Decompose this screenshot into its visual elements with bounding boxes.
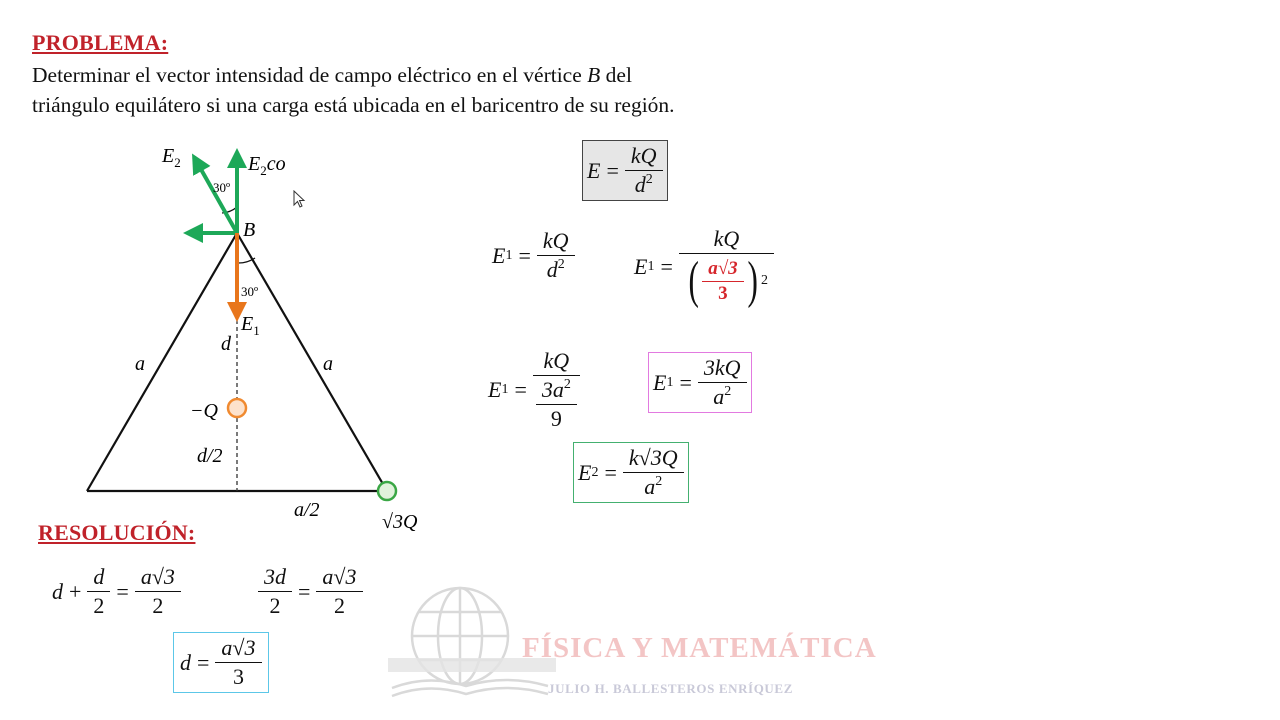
statement-vertex-var: B [587, 63, 601, 87]
statement-line1-pre: Determinar el vector intensidad de campo eléctrico en el vértice [32, 63, 588, 87]
negative-charge [228, 399, 246, 417]
label-e2cos: $E_2co$ [248, 153, 286, 178]
statement-line1-post: del [600, 63, 632, 87]
label-angle-bottom: 30º [241, 284, 259, 299]
watermark-author: JULIO H. BALLESTEROS ENRÍQUEZ [548, 681, 793, 696]
statement-line2: triángulo equilátero si una carga está ubicada en el baricentro de su región. [32, 93, 675, 117]
label-a-half: a/2 [294, 499, 320, 521]
label-d-half: d/2 [197, 445, 223, 467]
label-side-a-right: a [323, 353, 333, 375]
resolution-eq3-boxed: d = $\frac{a√3}{3}$ [173, 632, 269, 693]
watermark-title: FÍSICA Y MATEMÁTICA [522, 632, 877, 664]
triangle-right-side [237, 233, 387, 491]
resolution-eq2: $\frac{3d}{2}$ = $\frac{a√3}{2}$ [258, 564, 363, 619]
label-minus-q: −Q [190, 400, 218, 422]
label-d: d [221, 333, 231, 355]
e2-vector [194, 157, 237, 233]
formula-e-general: E = $\frac{kQ}{d^2}$ [582, 140, 668, 201]
triangle-diagram [0, 0, 460, 540]
mouse-cursor-icon [293, 190, 307, 210]
formula-e1-step2: E 1 = kQ ( $\frac{a√3}{3}$ ) 2 [634, 226, 774, 307]
label-e1: $E_1$ [241, 313, 260, 338]
label-vertex-b: B [243, 219, 256, 241]
label-sqrt3-q: √3Q [382, 511, 418, 533]
positive-charge [378, 482, 396, 500]
formula-e1-step3: E 1 = $\frac{kQ}{\frac{3a^2}{9}}$ [488, 348, 580, 432]
label-side-a-left: a [135, 353, 145, 375]
resolution-eq1: d + $\frac{d}{2}$ = $\frac{a√3}{2}$ [52, 564, 181, 619]
label-e2: $E_2$ [162, 145, 181, 170]
formula-e2-result: E 2 = $\frac{k√3Q}{a^2}$ [573, 442, 689, 503]
resolution-heading: RESOLUCIÓN: [38, 520, 196, 545]
problem-heading: PROBLEMA: [32, 30, 169, 55]
formula-e1-result: E 1 = $\frac{3kQ}{a^2}$ [648, 352, 752, 413]
label-angle-top: 30º [213, 180, 231, 195]
formula-e1-step1: E 1 = $\frac{kQ}{d^2}$ [492, 228, 575, 283]
